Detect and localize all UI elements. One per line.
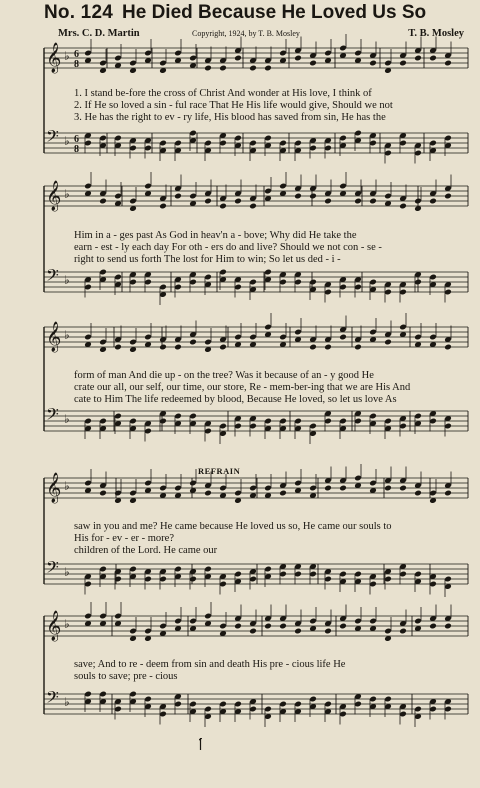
lyric-line: earn - est - ly each day For oth - ers do and live? Should we not con - se - (74, 242, 382, 253)
note-head (234, 198, 242, 205)
note-head (309, 193, 317, 200)
note-head (219, 65, 227, 72)
refrain-label: REFRAIN (198, 466, 241, 476)
time-signature: 6 (74, 49, 79, 60)
lyric-line: save; And to re - deem from sin and death His pre - cious life He (74, 659, 346, 670)
note-head (159, 203, 167, 210)
note-head (444, 344, 452, 351)
note-head (174, 193, 182, 200)
bass-clef-icon: 𝄢 (46, 404, 59, 428)
treble-clef-icon: 𝄞 (46, 473, 62, 503)
treble-clef-icon: 𝄞 (46, 322, 62, 352)
note-head (114, 344, 122, 351)
note-head (399, 628, 407, 635)
lyric-line: saw in you and me? He came because He loved us so, He came our souls to (74, 521, 392, 532)
lyric-line: 3. He has the right to ev - ry life, His blood has saved from sin, He has the (74, 112, 386, 123)
lyric-line: 1. I stand be-fore the cross of Christ And wonder at His love, I think of (74, 88, 372, 99)
key-flat-icon: ♭ (64, 479, 70, 493)
note-head (234, 623, 242, 630)
note-head (429, 55, 437, 62)
bass-clef-icon: 𝄢 (46, 126, 59, 150)
key-flat-icon: ♭ (64, 617, 70, 631)
key-flat-icon: ♭ (64, 49, 70, 63)
note-head (309, 344, 317, 351)
lyric-line: 2. If He so loved a sin - ful race That He His life would give, Should we not (74, 100, 393, 111)
lyric-line: children of the Lord. He came our (74, 545, 218, 556)
note-head (159, 344, 167, 351)
note-head (384, 485, 392, 492)
note-head (324, 344, 332, 351)
lyric-line: form of man And die up - on the tree? Was it because of an - y good He (74, 370, 374, 381)
lyric-line: right to send us forth The lost for Him to win; So let us ded - i - (74, 254, 341, 265)
note-head (279, 490, 287, 497)
note-head (234, 55, 242, 62)
note-head (264, 623, 272, 630)
lyric-line: Him in a - ges past As God in heav'n a - bove; Why did He take the (74, 230, 357, 241)
note-head (174, 344, 182, 351)
note-head (99, 490, 107, 497)
treble-clef-icon: 𝄞 (46, 43, 62, 73)
note-head (444, 623, 452, 630)
note-head (264, 65, 272, 72)
treble-clef-icon: 𝄞 (46, 181, 62, 211)
note-head (219, 203, 227, 210)
note-head (294, 628, 302, 635)
time-signature: 6 (74, 134, 79, 145)
key-flat-icon: ♭ (64, 134, 70, 148)
note-head (324, 198, 332, 205)
treble-clef-icon: 𝄞 (46, 611, 62, 641)
note-head (189, 339, 197, 346)
note-head (339, 485, 347, 492)
note-head (399, 203, 407, 210)
note-head (204, 490, 212, 497)
lyric-line: souls to save; pre - cious (74, 671, 178, 682)
key-flat-icon: ♭ (64, 273, 70, 287)
note-head (429, 623, 437, 630)
note-head (354, 198, 362, 205)
copyright-notice: Copyright, 1924, by T. B. Mosley (192, 29, 300, 38)
note-head (399, 60, 407, 67)
key-flat-icon: ♭ (64, 695, 70, 709)
lyricist: Mrs. C. D. Martin (58, 28, 140, 39)
note-head (399, 485, 407, 492)
note-head (444, 60, 452, 67)
note-head (339, 623, 347, 630)
note-head (369, 198, 377, 205)
time-signature: 8 (74, 59, 79, 70)
note-head (219, 344, 227, 351)
hymn-number: No. 124 (44, 2, 113, 23)
bass-clef-icon: 𝄢 (46, 687, 59, 711)
note-head (414, 490, 422, 497)
note-head (354, 344, 362, 351)
note-head (324, 628, 332, 635)
note-head (444, 193, 452, 200)
note-head (324, 485, 332, 492)
note-head (279, 623, 287, 630)
note-head (369, 60, 377, 67)
note-head (309, 60, 317, 67)
bass-clef-icon: 𝄢 (46, 557, 59, 581)
note-head (384, 339, 392, 346)
composer: T. B. Mosley (408, 28, 464, 39)
key-flat-icon: ♭ (64, 565, 70, 579)
note-head (99, 198, 107, 205)
key-flat-icon: ♭ (64, 187, 70, 201)
note-head (339, 334, 347, 341)
note-head (249, 628, 257, 635)
note-head (204, 65, 212, 72)
lyric-line: His for - ev - er - more? (74, 533, 174, 544)
note-head (429, 198, 437, 205)
time-signature: 8 (74, 144, 79, 155)
note-head (294, 193, 302, 200)
hymn-title: He Died Because He Loved Us So (122, 2, 427, 23)
page-mark-icon (199, 738, 202, 750)
bass-clef-icon: 𝄢 (46, 265, 59, 289)
note-head (294, 55, 302, 62)
note-head (204, 198, 212, 205)
key-flat-icon: ♭ (64, 328, 70, 342)
note-head (414, 55, 422, 62)
note-head (249, 203, 257, 210)
key-flat-icon: ♭ (64, 412, 70, 426)
lyric-line: cate to Him The life redeemed by blood, Because He loved, so let us love As (74, 394, 397, 405)
note-head (249, 65, 257, 72)
note-head (444, 490, 452, 497)
lyric-line: crate our all, our self, our time, our store, Re - mem-ber-ing that we are His And (74, 382, 411, 393)
